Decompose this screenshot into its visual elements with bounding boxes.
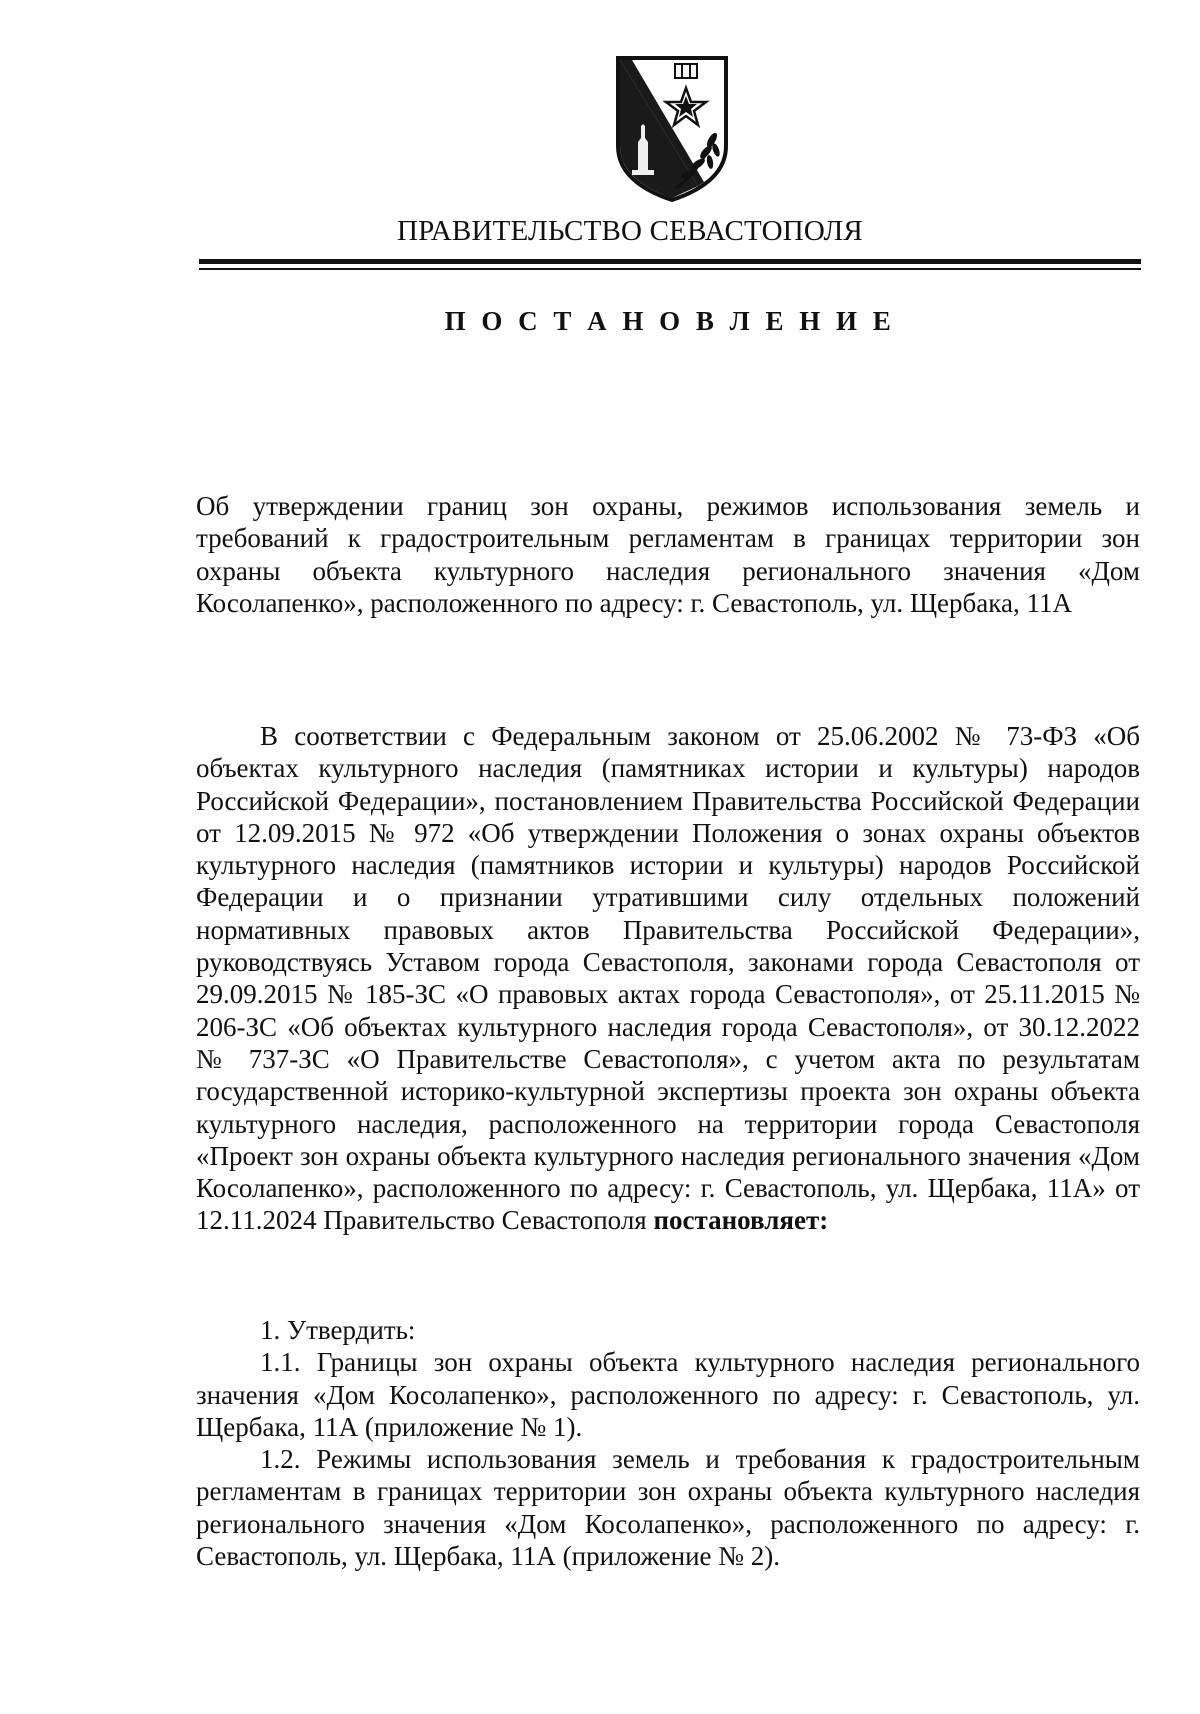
preamble-paragraph (196, 720, 1140, 1237)
list-item: 1. Утвердить: (260, 1315, 416, 1345)
list-item: 1.1. Границы зон охраны объекта культурного наследия регионального значения «Дом Косолапенко», расположенного по адресу: г. Севастополь, ул. Щербака, 11А (приложение № 1). (196, 1347, 1140, 1442)
document-type-heading: П О С Т А Н О В Л Е Н И Е (444, 306, 896, 336)
sevastopol-coat-of-arms-icon (612, 54, 732, 204)
preamble-text: В соответствии с Федеральным законом от 25.06.2002 № 73-ФЗ «Об объектах культурного наследия (памятниках истории и культуры) народов Российской Федерации», постановлением Правительства Российской Федерации от 12.09.2015 № 972 «Об утверждении Положения о зонах охраны объектов культурного наследия (памятников истории и культуры) народов Российской Федерации и о признании утратившими силу отдельных положений нормативных правовых актов Правительства Российской Федерации», руководствуясь Уставом города Севастополя, законами города Севастополя от 29.09.2015 № 185-ЗС «О правовых актах города Севастополя», от 25.11.2015 № 206-ЗС «Об объектах культурного наследия города Севастополя», от 30.12.2022 № 737-ЗС «О Правительстве Севастополя», с учетом акта по результатам государственной историко-культурной экспертизы проекта зон охраны объекта культурного наследия, расположенного на территории города Севастополя «Проект зон охраны объекта культурного наследия регионального значения «Дом Косолапенко», расположенного по адресу: г. Севастополь, ул. Щербака, 11А» от 12.11.2024 Правительство Севастополя (196, 721, 1140, 1236)
document-subject: Об утверждении границ зон охраны, режимов использования земель и требований к градостроительным регламентам в границах территории зон охраны объекта культурного наследия регионального значения «Дом Косолапенко», расположенного по адресу: г. Севастополь, ул. Щербака, 11А (196, 491, 1140, 618)
decree-word: постановляет: (653, 1205, 829, 1236)
resolution-items (196, 1314, 1140, 1572)
government-name: ПРАВИТЕЛЬСТВО СЕВАСТОПОЛЯ (397, 215, 863, 247)
header-divider-thick (199, 259, 1141, 264)
header-divider-thin (199, 268, 1141, 270)
list-item: 1.2. Режимы использования земель и требования к градостроительным регламентам в границах территории зон охраны объекта культурного наследия регионального значения «Дом Косолапенко», расположенного по адресу: г. Севастополь, ул. Щербака, 11А (приложение № 2). (196, 1444, 1140, 1572)
